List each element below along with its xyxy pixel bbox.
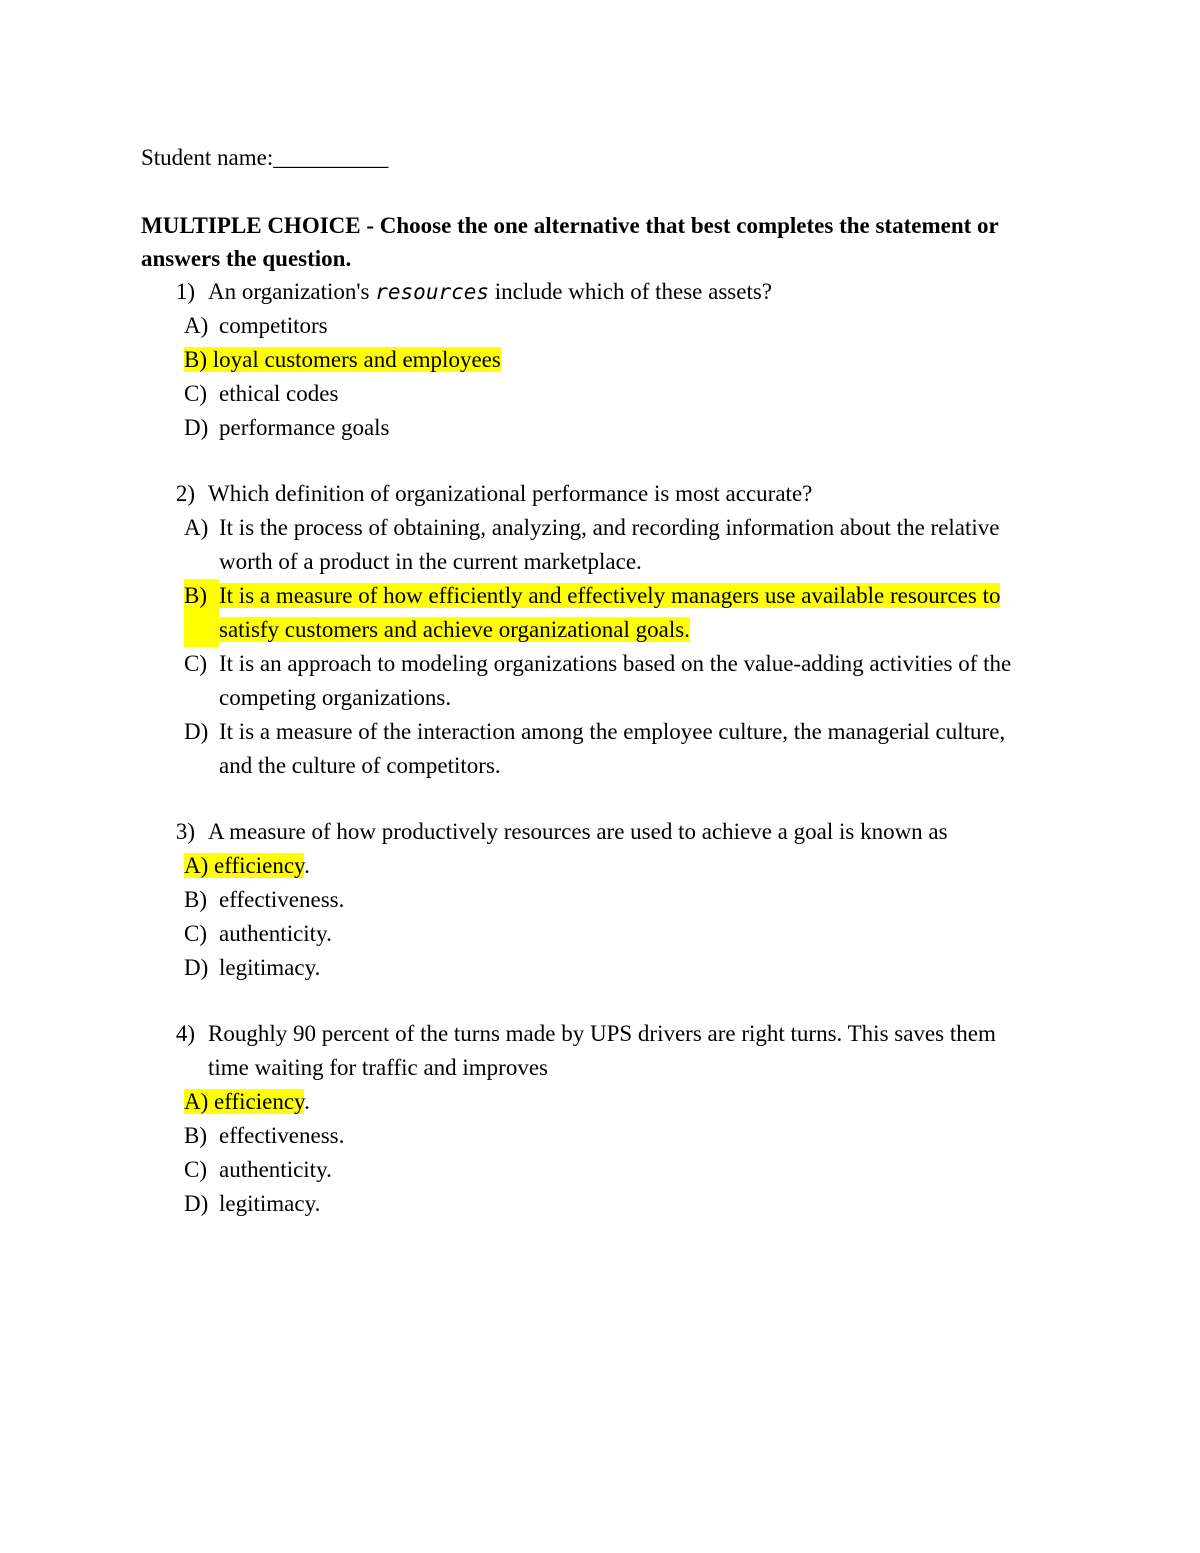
option-letter: D) — [184, 719, 209, 744]
option-highlighted[interactable] — [141, 579, 1061, 647]
option-text: performance goals — [219, 415, 390, 440]
question-number: 2) — [175, 481, 195, 506]
option[interactable] — [141, 917, 1061, 951]
option-text: authenticity. — [219, 1157, 332, 1182]
question-number: 1) — [175, 279, 195, 304]
question-text: A measure of how productively resources are used to achieve a goal is known as — [208, 819, 948, 844]
option-suffix: . — [304, 1089, 310, 1114]
question-text-part: include which of these assets? — [489, 279, 772, 304]
question-3 — [141, 815, 1061, 985]
option-text: competitors — [219, 313, 328, 338]
option-text: It is a measure of how efficiently and effectively managers use available resources to satisfy customers and achieve organizational goals. — [219, 583, 1001, 642]
option[interactable] — [141, 377, 1061, 411]
option-text: effectiveness. — [219, 1123, 345, 1148]
question-text: Which definition of organizational performance is most accurate? — [208, 481, 813, 506]
option[interactable] — [141, 883, 1061, 917]
option-text: It is a measure of the interaction among the employee culture, the managerial culture, and the culture of competitors. — [219, 719, 1006, 778]
option-letter: A) — [184, 313, 209, 338]
option-letter: A) — [184, 515, 209, 540]
option[interactable] — [141, 715, 1061, 783]
question-text: Roughly 90 percent of the turns made by UPS drivers are right turns. This saves them time waiting for traffic and improves — [208, 1021, 996, 1080]
option-letter: B) — [184, 887, 207, 912]
option-letter: D) — [184, 415, 209, 440]
option-letter: B) — [184, 579, 219, 647]
option[interactable] — [141, 1187, 1061, 1221]
question-stem — [141, 815, 1061, 849]
option-highlighted[interactable] — [141, 1085, 1061, 1119]
option-text: ethical codes — [219, 381, 339, 406]
option-letter: A) — [184, 853, 209, 878]
option-letter: C) — [184, 1157, 207, 1182]
option[interactable] — [141, 511, 1061, 579]
option-highlight — [184, 853, 304, 878]
option[interactable] — [141, 951, 1061, 985]
option-letter: D) — [184, 955, 209, 980]
option-suffix: . — [304, 853, 310, 878]
option[interactable] — [141, 1119, 1061, 1153]
option-letter: C) — [184, 921, 207, 946]
question-stem — [141, 1017, 1061, 1085]
option-highlighted[interactable] — [141, 849, 1061, 883]
question-1 — [141, 275, 1061, 445]
option-text: It is an approach to modeling organizations based on the value-adding activities of the competing organizations. — [219, 651, 1012, 710]
instructions — [141, 209, 1021, 275]
option-highlight — [184, 347, 501, 372]
option-text: loyal customers and employees — [212, 347, 501, 372]
question-2 — [141, 477, 1061, 783]
question-number: 4) — [175, 1021, 195, 1046]
option-letter: D) — [184, 1191, 209, 1216]
student-name-line: Student name:__________ — [141, 145, 389, 170]
question-stem — [141, 477, 1061, 511]
option-highlighted[interactable] — [141, 343, 1061, 377]
option-letter: B) — [184, 347, 207, 372]
option-text: efficiency — [214, 853, 305, 878]
question-text — [195, 275, 1028, 309]
question-text-italic: resources — [375, 280, 490, 304]
option-highlight — [184, 1089, 304, 1114]
question-text-part: An organization's — [208, 279, 376, 304]
question-stem — [141, 275, 1061, 309]
question-list — [141, 275, 1061, 1253]
option-text: efficiency — [214, 1089, 305, 1114]
option-letter: B) — [184, 1123, 207, 1148]
option-text: legitimacy. — [219, 955, 321, 980]
option-text: authenticity. — [219, 921, 332, 946]
instructions-text: - Choose the one alternative that best completes the statement or answers the question. — [141, 213, 999, 271]
option-letter: C) — [184, 381, 207, 406]
instructions-lead: MULTIPLE CHOICE — [141, 213, 361, 238]
question-4 — [141, 1017, 1061, 1221]
question-number: 3) — [175, 819, 195, 844]
option-letter: A) — [184, 1089, 209, 1114]
option-text: effectiveness. — [219, 887, 345, 912]
option-letter: C) — [184, 651, 207, 676]
option[interactable] — [141, 411, 1061, 445]
option[interactable] — [141, 647, 1061, 715]
option-text: It is the process of obtaining, analyzing, and recording information about the relative worth of a product in the current marketplace. — [219, 515, 1000, 574]
option[interactable] — [141, 1153, 1061, 1187]
option[interactable] — [141, 309, 1061, 343]
option-text: legitimacy. — [219, 1191, 321, 1216]
